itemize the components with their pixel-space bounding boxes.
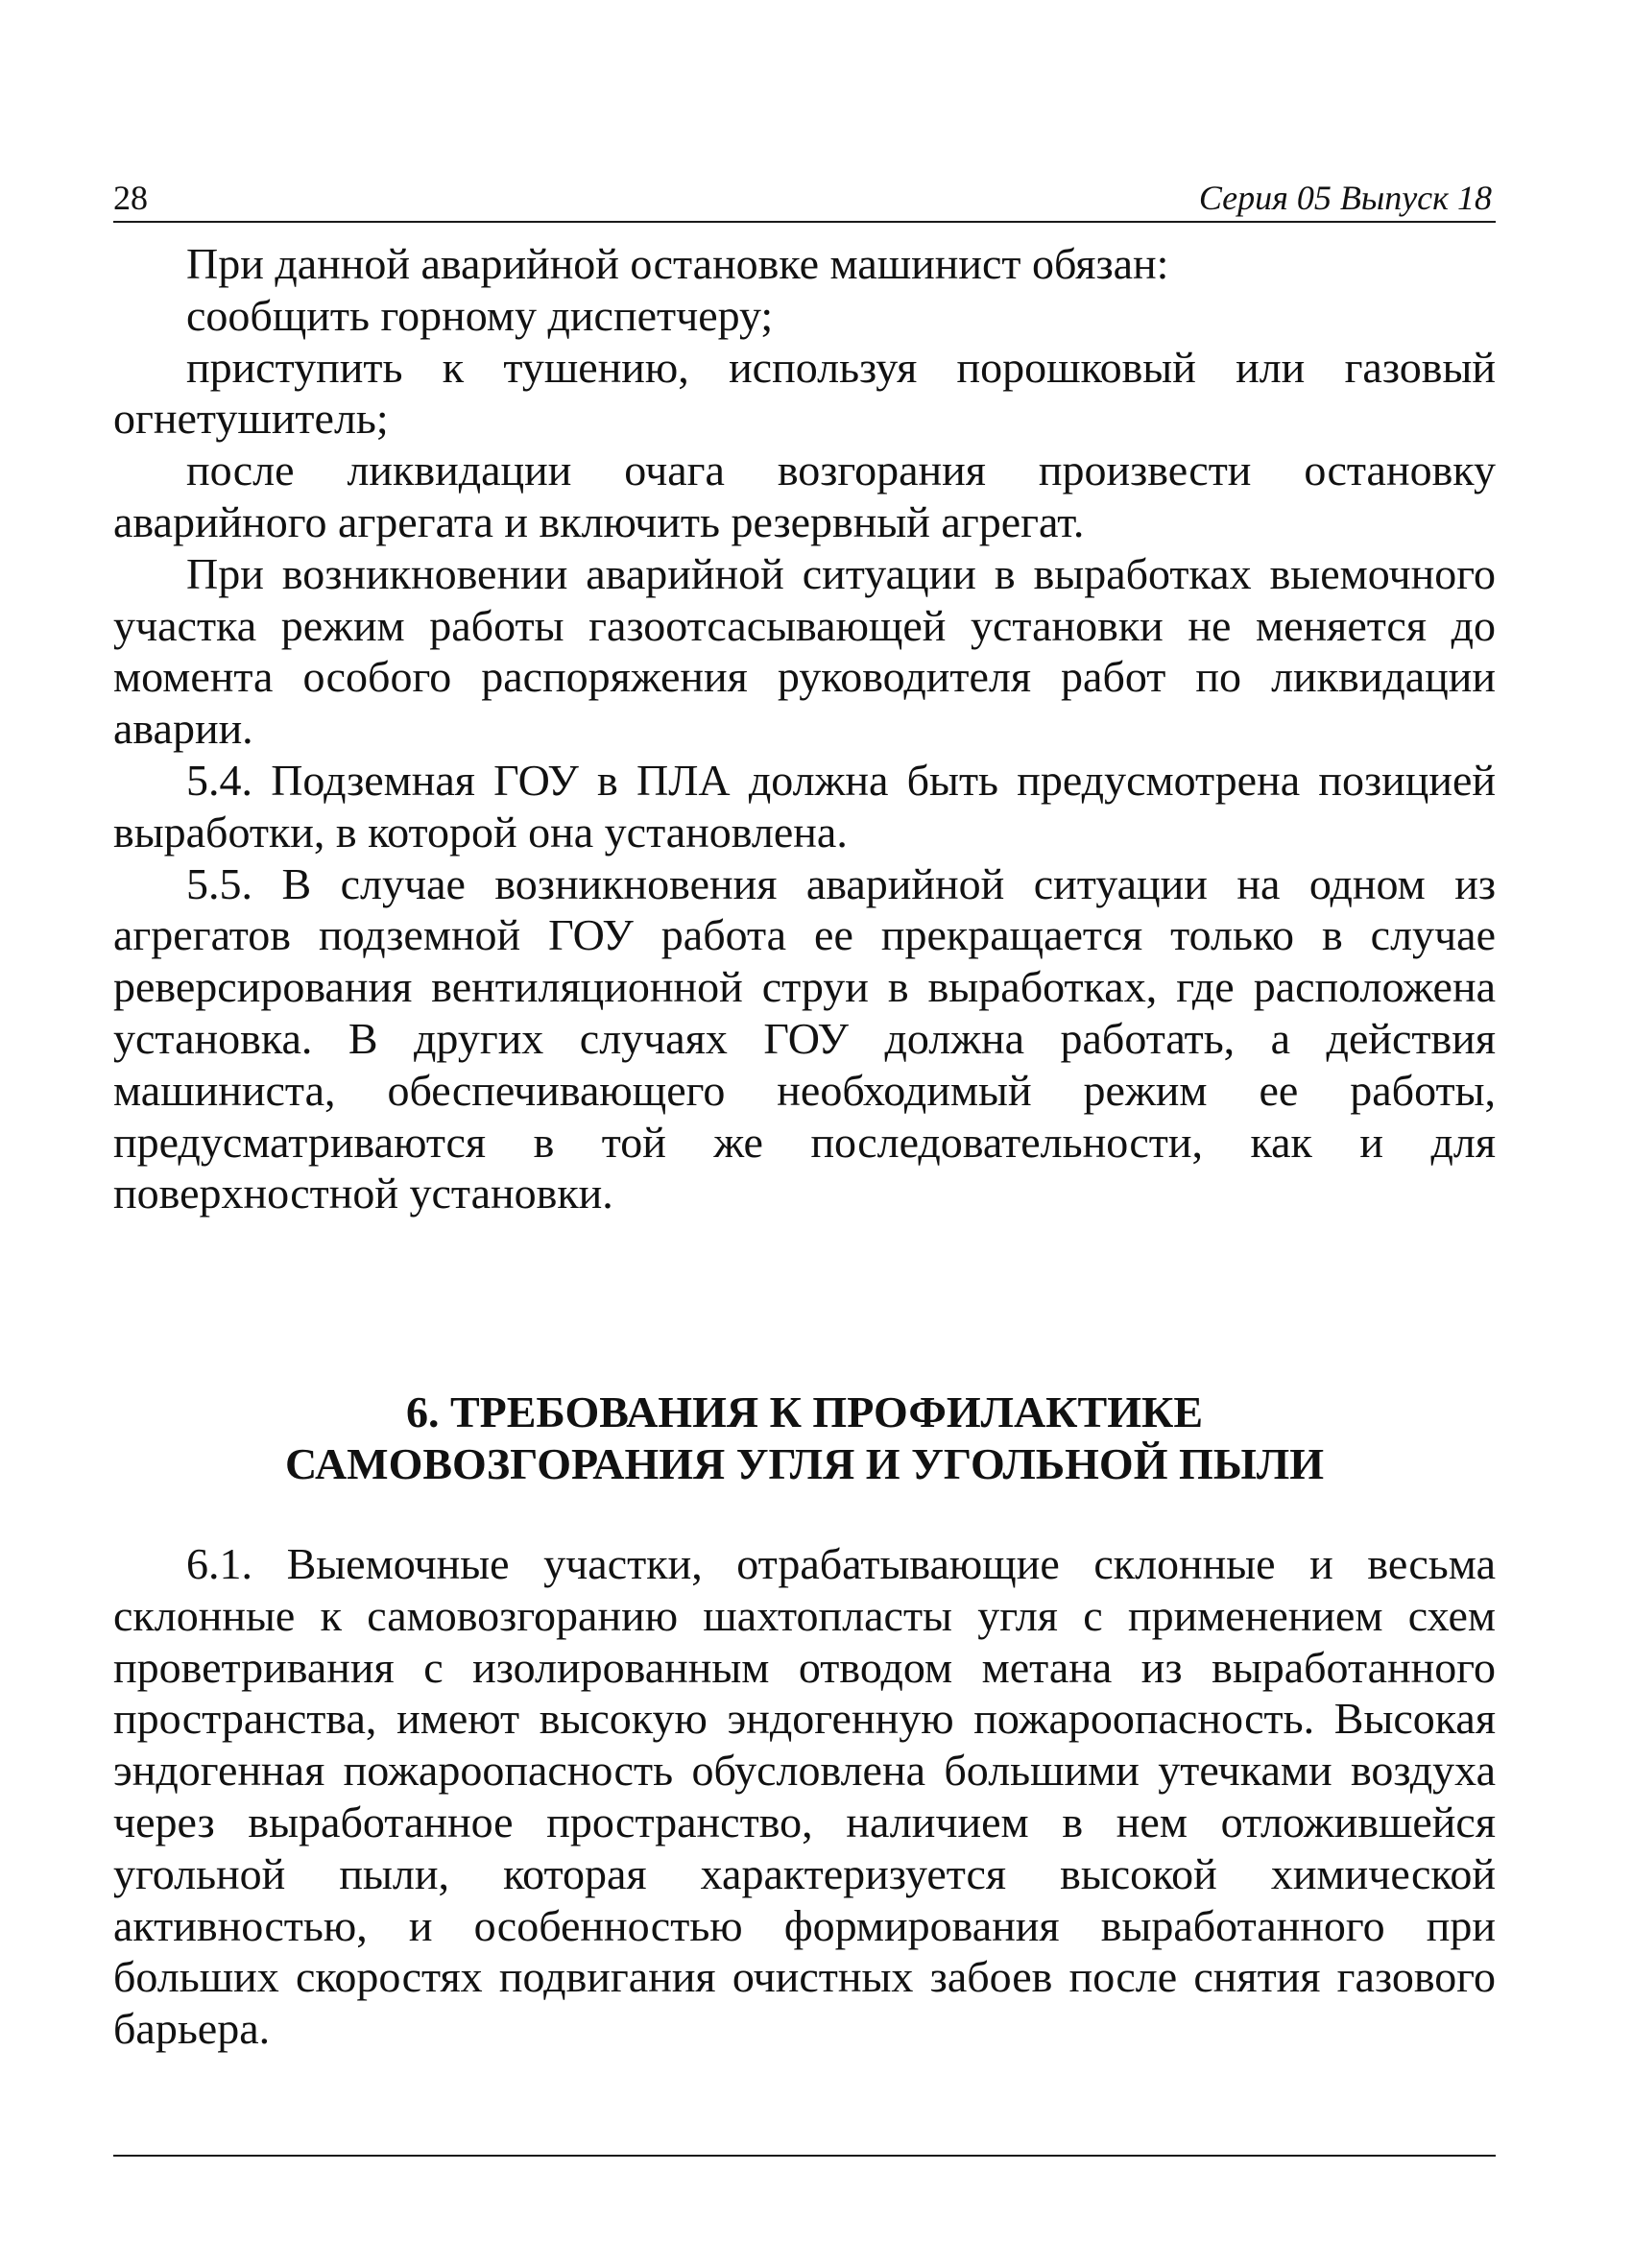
body-text xyxy=(113,238,1496,1219)
page-number: 28 xyxy=(113,179,148,217)
paragraph: 5.4. Подземная ГОУ в ПЛА должна быть предусмотрена позицией выработки, в которой она установлена. xyxy=(113,755,1496,857)
paragraph: При данной аварийной остановке машинист обязан: xyxy=(186,239,1169,288)
section-body xyxy=(113,1538,1496,2055)
running-head: Серия 05 Выпуск 18 xyxy=(1198,179,1492,217)
section-heading xyxy=(113,1387,1496,1490)
paragraph: приступить к тушению, используя порошковый или газовый огнетушитель; xyxy=(113,342,1496,444)
paragraph: 5.5. В случае возникновения аварийной ситуации на одном из агрегатов подземной ГОУ работа ее прекращается только в случае реверсирования вентиляционной струи в выработках, где расположена установка. В других случаях ГОУ должна работать, а действия машиниста, обеспечивающего необходимый режим ее работы, предусматриваются в той же последовательности, как и для поверхностной установки. xyxy=(113,858,1496,1218)
paragraph: При возникновении аварийной ситуации в выработках выемочного участка режим работы газоотсасывающей установки не меняется до момента особого распоряжения руководителя работ по ликвидации аварии. xyxy=(113,548,1496,754)
paragraph: сообщить горному диспетчеру; xyxy=(186,290,774,340)
paragraph: после ликвидации очага возгорания произвести остановку аварийного агрегата и включить резервный агрегат. xyxy=(113,446,1496,546)
section-heading-line: 6. ТРЕБОВАНИЯ К ПРОФИЛАКТИКЕ xyxy=(405,1387,1204,1436)
page-header xyxy=(113,173,1496,223)
section-heading-line: САМОВОЗГОРАНИЯ УГЛЯ И УГОЛЬНОЙ ПЫЛИ xyxy=(285,1439,1324,1488)
paragraph: 6.1. Выемочные участки, отрабатывающие склонные и весьма склонные к самовозгоранию шахтопласты угля с применением схем проветривания с изолированным отводом метана из выработанного пространства, имеют высокую эндогенную пожароопасность. Высокая эндогенная пожароопасность обусловлена большими утечками воздуха через выработанное пространство, наличием в нем отложившейся угольной пыли, которая характеризуется высокой химической активностью, и особенностью формирования выработанного при больших скоростях подвигания очистных забоев после снятия газового барьера. xyxy=(113,1539,1496,2054)
bottom-rule xyxy=(113,2155,1496,2157)
